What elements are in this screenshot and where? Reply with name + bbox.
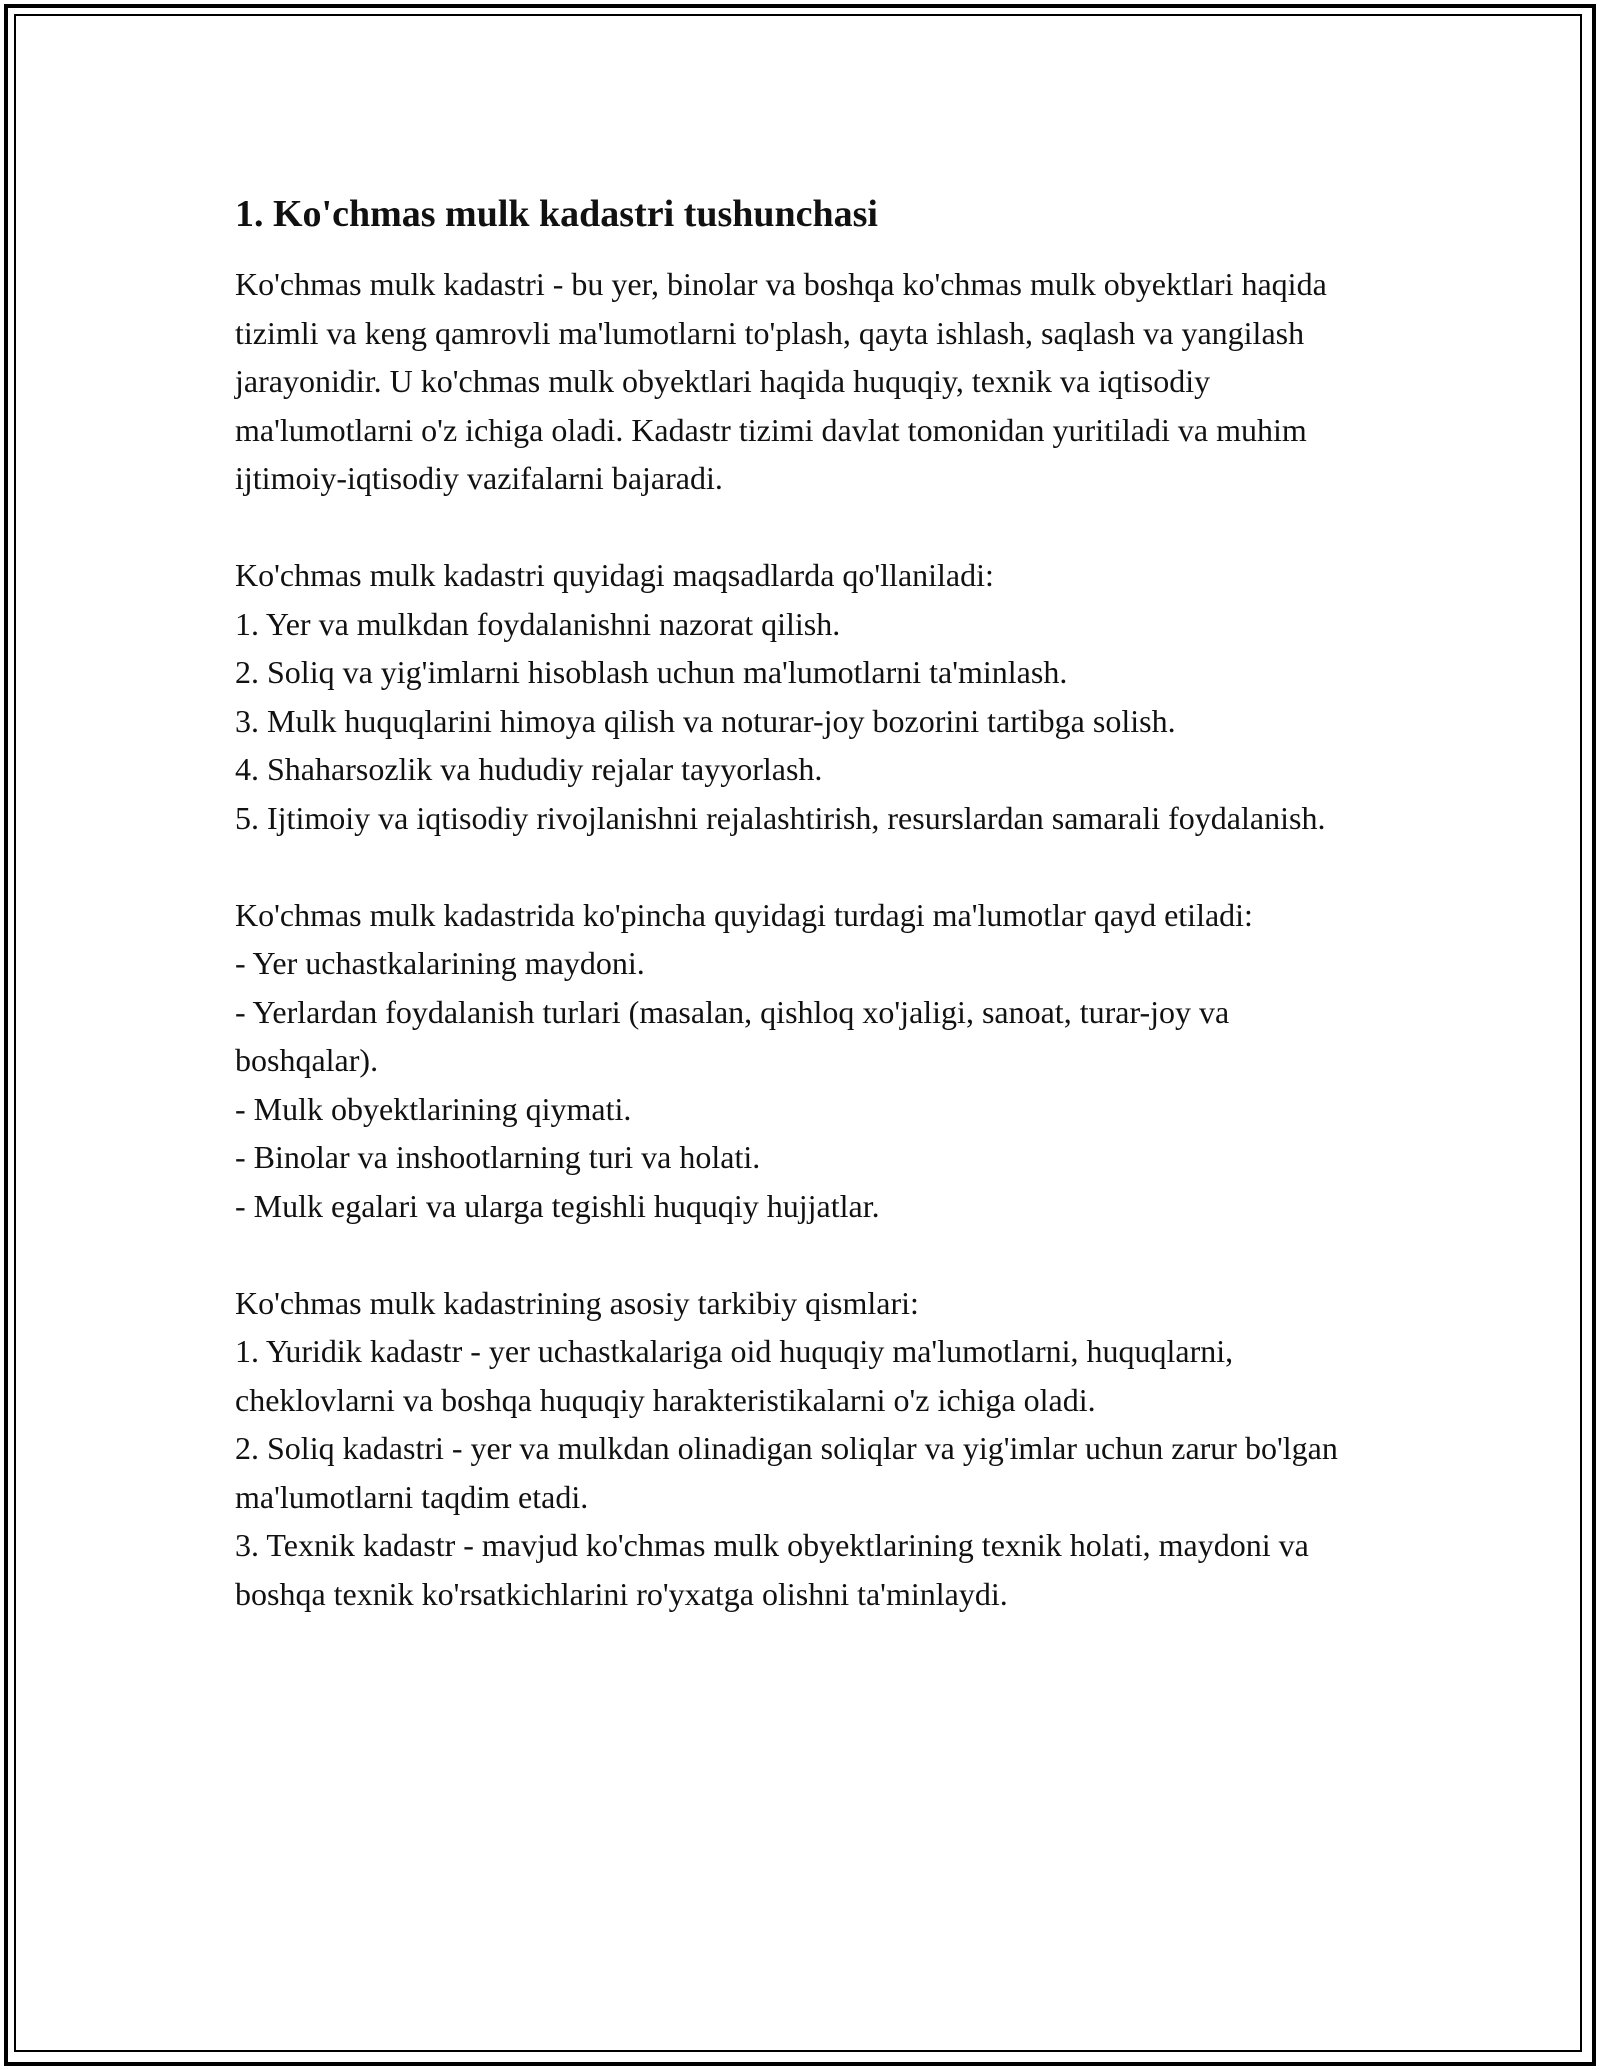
record-item: - Yerlardan foydalanish turlari (masalan, qishloq xo'jaligi, sanoat, turar-joy va boshqalar). bbox=[235, 993, 1230, 1078]
record-item: - Yer uchastkalarining maydoni. bbox=[235, 945, 645, 981]
intro-paragraph: Ko'chmas mulk kadastri - bu yer, binolar va boshqa ko'chmas mulk obyektlari haqida tizimli va keng qamrovli ma'lumotlarni to'plash, qayta ishlash, saqlash va yangilash jarayonidir. U ko'chmas mulk obyektlari haqida huquqiy, texnik va iqtisodiy ma'lumotlarni o'z ichiga oladi. Kadastr tizimi davlat tomonidan yuritiladi va muhim ijtimoiy-iqtisodiy vazifalarni bajaradi. bbox=[235, 266, 1327, 496]
component-item: 3. Texnik kadastr - mavjud ko'chmas mulk obyektlarining texnik holati, maydoni va boshqa texnik ko'rsatkichlarini ro'yxatga olishni ta'minlaydi. bbox=[235, 1527, 1309, 1612]
record-item: - Binolar va inshootlarning turi va holati. bbox=[235, 1139, 761, 1175]
purpose-item: 3. Mulk huquqlarini himoya qilish va noturar-joy bozorini tartibga solish. bbox=[235, 702, 1176, 739]
purposes-heading: Ko'chmas mulk kadastri quyidagi maqsadlarda qo'llaniladi: bbox=[235, 557, 994, 593]
paragraph-spacer bbox=[235, 503, 1355, 552]
purpose-item: 4. Shaharsozlik va hududiy rejalar tayyorlash. bbox=[235, 751, 823, 787]
purpose-item: 2. Soliq va yig'imlarni hisoblash uchun ma'lumotlarni ta'minlash. bbox=[235, 654, 1068, 690]
component-item: 2. Soliq kadastri - yer va mulkdan olinadigan soliqlar va yig'imlar uchun zarur bo'lgan ma'lumotlarni taqdim etadi. bbox=[235, 1430, 1338, 1515]
paragraph-spacer bbox=[235, 842, 1355, 891]
record-item: - Mulk obyektlarining qiymati. bbox=[235, 1090, 632, 1127]
document-body bbox=[235, 190, 1355, 1618]
purpose-item: 1. Yer va mulkdan foydalanishni nazorat qilish. bbox=[235, 605, 841, 642]
components-heading: Ko'chmas mulk kadastrining asosiy tarkibiy qismlari: bbox=[235, 1284, 919, 1321]
record-item: - Mulk egalari va ularga tegishli huquqiy hujjatlar. bbox=[235, 1187, 880, 1224]
records-heading: Ko'chmas mulk kadastrida ko'pincha quyidagi turdagi ma'lumotlar qayd etiladi: bbox=[235, 896, 1253, 933]
page-title: 1. Ko'chmas mulk kadastri tushunchasi bbox=[235, 193, 878, 235]
component-item: 1. Yuridik kadastr - yer uchastkalariga oid huquqiy ma'lumotlarni, huquqlarni, cheklovlarni va boshqa huquqiy harakteristikalarni o'z ichiga oladi. bbox=[235, 1333, 1234, 1418]
paragraph-spacer bbox=[235, 1230, 1355, 1279]
purpose-item: 5. Ijtimoiy va iqtisodiy rivojlanishni rejalashtirish, resurslardan samarali foydalanish. bbox=[235, 799, 1326, 836]
